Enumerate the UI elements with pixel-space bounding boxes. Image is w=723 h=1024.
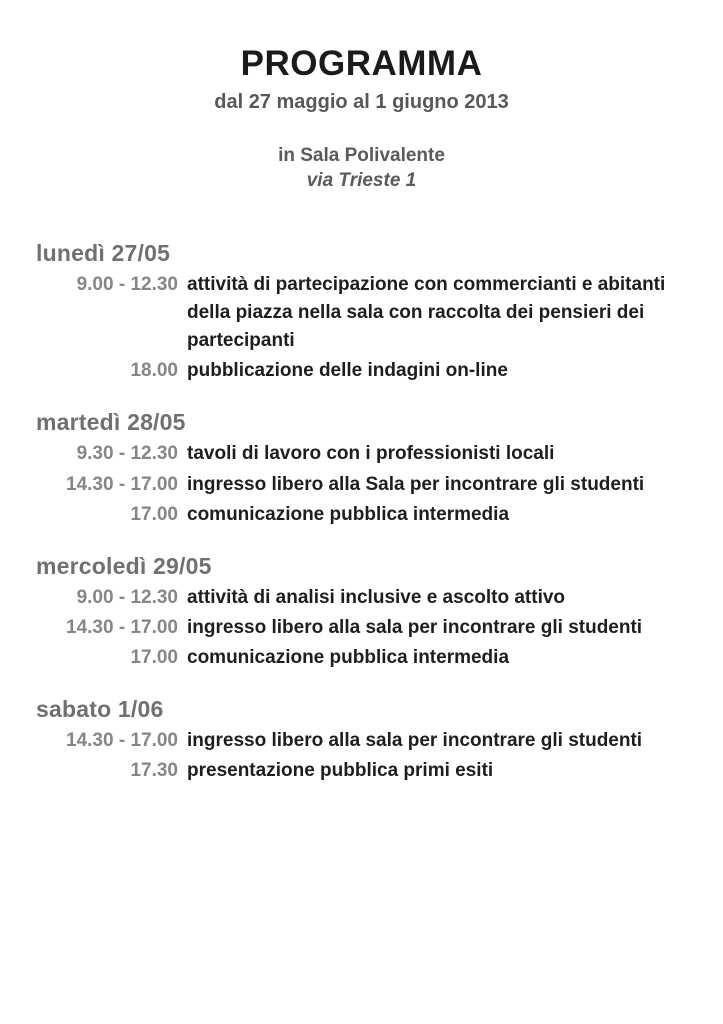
venue-address: via Trieste 1 <box>306 170 417 192</box>
entry-text: comunicazione pubblica intermedia <box>187 503 510 525</box>
entry-time: 9.00 - 12.30 <box>76 274 178 296</box>
schedule-entry <box>34 357 689 385</box>
entry-text: ingresso libero alla sala per incontrare gli studenti <box>187 616 643 638</box>
entry-time: 18.00 <box>130 360 178 382</box>
entry-time: 17.00 <box>130 647 178 669</box>
schedule-entry <box>34 727 689 755</box>
day-block <box>34 409 689 528</box>
schedule-entry <box>34 440 689 468</box>
schedule-entry <box>34 501 689 529</box>
day-block <box>34 696 689 785</box>
entry-text: tavoli di lavoro con i professionisti locali <box>187 443 555 465</box>
entry-text: ingresso libero alla sala per incontrare gli studenti <box>187 730 643 752</box>
schedule-entry <box>34 644 689 672</box>
page-header <box>34 0 689 194</box>
page-subtitle: dal 27 maggio al 1 giugno 2013 <box>214 90 509 113</box>
schedule-list <box>34 240 689 785</box>
entry-text: attività di partecipazione con commercianti e abitanti della piazza nella sala con raccolta dei pensieri dei partecipanti <box>187 274 666 352</box>
page-title: PROGRAMMA <box>240 44 483 83</box>
entry-text: pubblicazione delle indagini on-line <box>187 360 508 382</box>
schedule-entry <box>34 271 689 355</box>
entry-time: 9.30 - 12.30 <box>76 443 178 465</box>
entry-time: 9.00 - 12.30 <box>76 586 178 608</box>
entry-time: 14.30 - 17.00 <box>66 730 178 752</box>
entry-time: 17.00 <box>130 503 178 525</box>
entry-text: comunicazione pubblica intermedia <box>187 647 510 669</box>
day-block <box>34 240 689 385</box>
day-heading: mercoledì 29/05 <box>36 552 212 579</box>
entry-text: attività di analisi inclusive e ascolto attivo <box>187 586 566 608</box>
schedule-entry <box>34 471 689 499</box>
day-heading: lunedì 27/05 <box>36 240 171 267</box>
day-heading: martedì 28/05 <box>36 409 186 436</box>
schedule-entry <box>34 584 689 612</box>
entry-time: 14.30 - 17.00 <box>66 473 178 495</box>
schedule-entry <box>34 757 689 785</box>
venue-name: in Sala Polivalente <box>278 144 445 166</box>
entry-text: ingresso libero alla Sala per incontrare gli studenti <box>187 473 645 495</box>
schedule-entry <box>34 614 689 642</box>
entry-time: 14.30 - 17.00 <box>66 616 178 638</box>
entry-time: 17.30 <box>130 760 178 782</box>
entry-text: presentazione pubblica primi esiti <box>187 760 494 782</box>
day-block <box>34 553 689 672</box>
day-heading: sabato 1/06 <box>36 696 164 723</box>
